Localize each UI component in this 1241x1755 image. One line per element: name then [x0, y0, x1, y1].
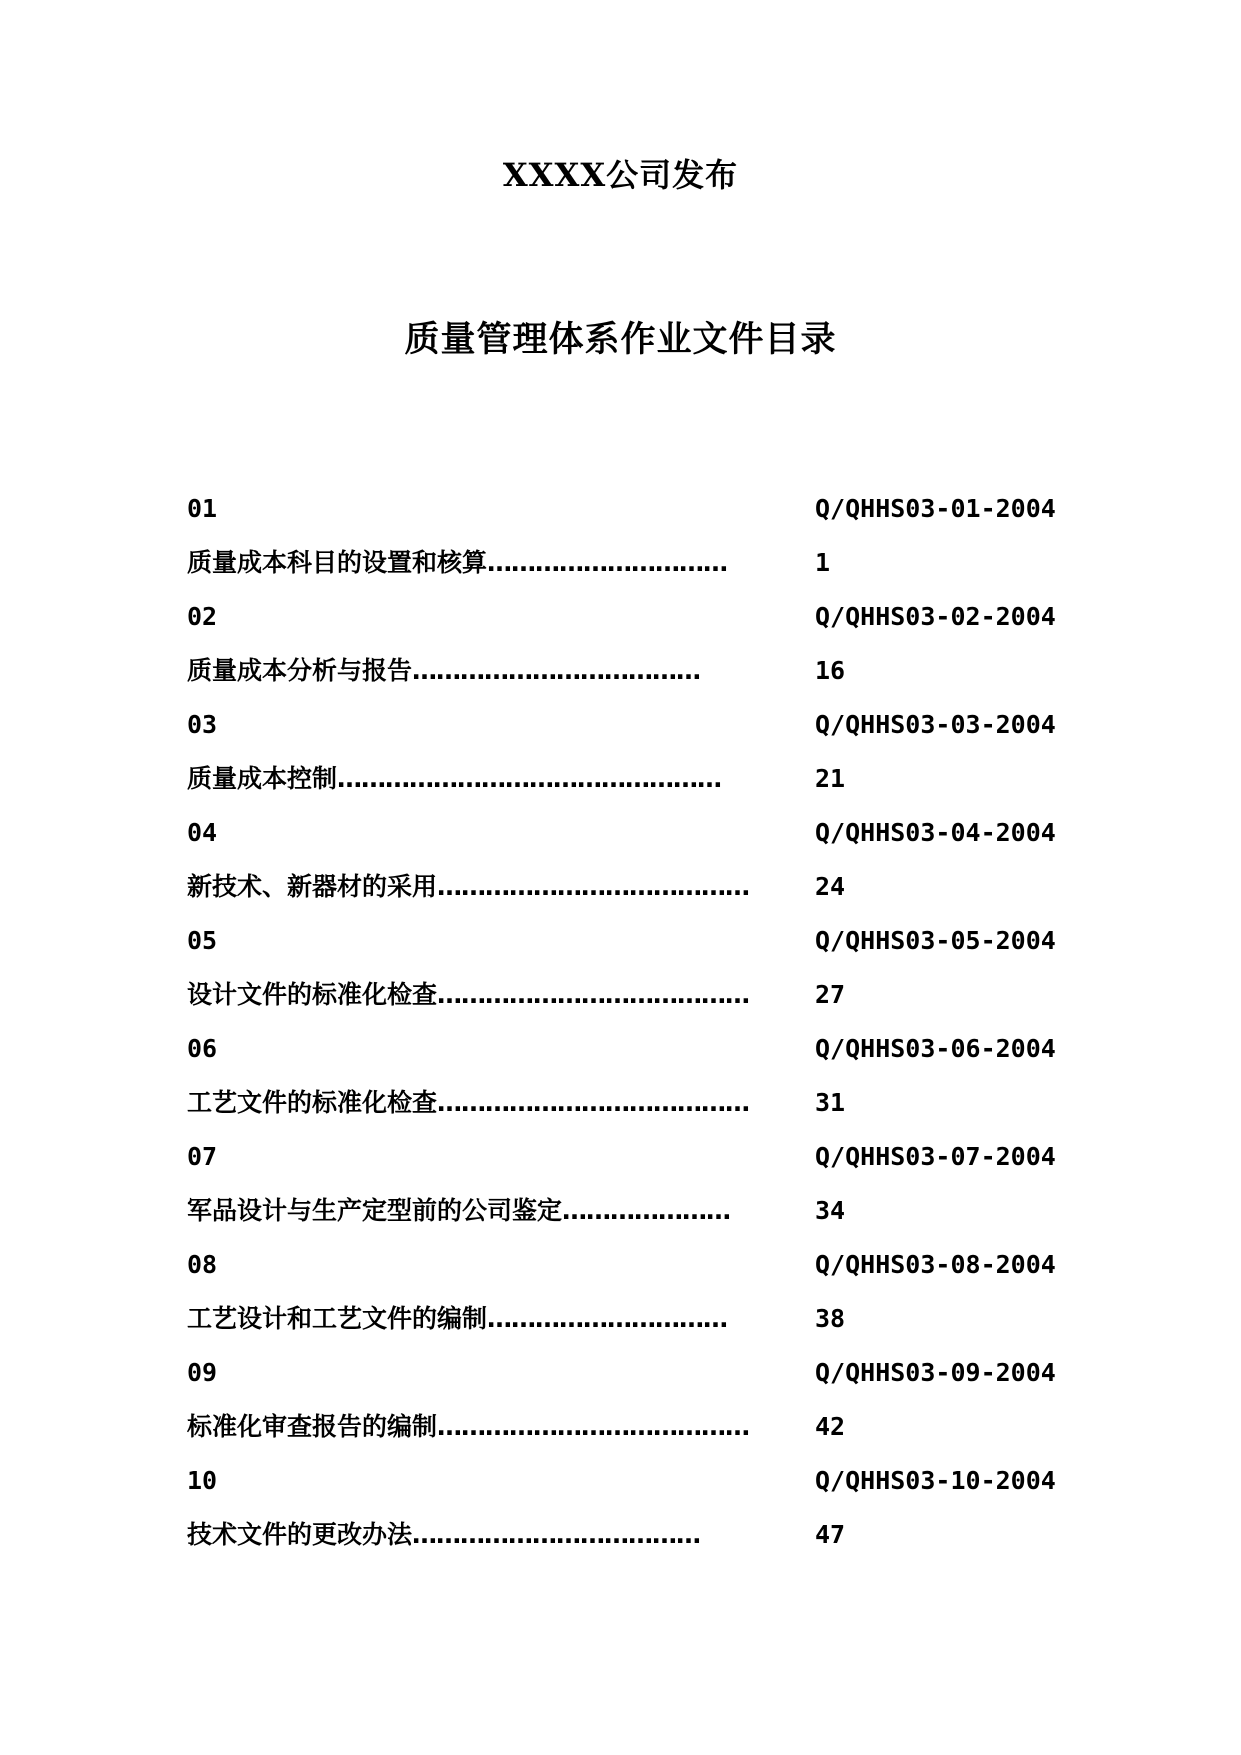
toc-code: Q/QHHS03-09-2004 — [815, 1358, 1056, 1387]
toc-page-number: 38 — [815, 1304, 846, 1333]
toc-page-number: 1 — [815, 548, 831, 577]
toc-code-row-03 — [187, 698, 1057, 752]
toc-code: Q/QHHS03-08-2004 — [815, 1250, 1056, 1279]
toc-title — [187, 536, 727, 590]
toc-leader-dots: ………………… — [562, 1196, 731, 1225]
toc-code-row-02 — [187, 590, 1057, 644]
toc-page-number: 21 — [815, 764, 846, 793]
toc-title-row-01 — [187, 536, 1057, 590]
publisher-line: XXXX公司发布 — [502, 156, 739, 194]
toc-number: 10 — [187, 1466, 218, 1495]
toc-number: 08 — [187, 1250, 218, 1279]
toc-code-row-04 — [187, 806, 1057, 860]
toc-code: Q/QHHS03-10-2004 — [815, 1466, 1056, 1495]
toc-title-row-02 — [187, 644, 1057, 698]
toc-leader-dots: ………………………………… — [437, 1412, 750, 1441]
toc-title-text: 工艺设计和工艺文件的编制 — [187, 1304, 488, 1333]
toc-title-text: 质量成本控制 — [187, 764, 338, 793]
toc-number: 01 — [187, 494, 218, 523]
toc-title — [187, 752, 721, 806]
toc-title — [187, 1076, 749, 1130]
toc-code-row-01 — [187, 482, 1057, 536]
toc-title-text: 质量成本科目的设置和核算 — [187, 548, 488, 577]
toc-page-number: 31 — [815, 1088, 846, 1117]
toc-code-row-10 — [187, 1454, 1057, 1508]
toc-title-row-04 — [187, 860, 1057, 914]
table-of-contents — [187, 482, 1057, 1562]
toc-title-row-06 — [187, 1076, 1057, 1130]
toc-code-row-06 — [187, 1022, 1057, 1076]
toc-code: Q/QHHS03-04-2004 — [815, 818, 1056, 847]
toc-title-text: 质量成本分析与报告 — [187, 656, 413, 685]
toc-code-row-07 — [187, 1130, 1057, 1184]
toc-page-number: 16 — [815, 656, 846, 685]
toc-leader-dots: ………………………… — [487, 1304, 728, 1333]
toc-code: Q/QHHS03-06-2004 — [815, 1034, 1056, 1063]
toc-leader-dots: ……………………………… — [412, 656, 701, 685]
toc-leader-dots: ………………………………… — [437, 872, 750, 901]
toc-title — [187, 968, 749, 1022]
toc-code-row-05 — [187, 914, 1057, 968]
toc-number: 09 — [187, 1358, 218, 1387]
toc-code: Q/QHHS03-07-2004 — [815, 1142, 1056, 1171]
toc-title — [187, 1508, 700, 1562]
toc-title-text: 军品设计与生产定型前的公司鉴定 — [187, 1196, 563, 1225]
toc-title-text: 新技术、新器材的采用 — [187, 872, 438, 901]
toc-leader-dots: ………………………………… — [437, 980, 750, 1009]
toc-page-number: 27 — [815, 980, 846, 1009]
toc-title — [187, 644, 700, 698]
toc-number: 06 — [187, 1034, 218, 1063]
toc-page-number: 34 — [815, 1196, 846, 1225]
toc-page-number: 47 — [815, 1520, 846, 1549]
toc-title-row-08 — [187, 1292, 1057, 1346]
toc-number: 07 — [187, 1142, 218, 1171]
toc-leader-dots: ………………………………………… — [337, 764, 722, 793]
toc-code: Q/QHHS03-03-2004 — [815, 710, 1056, 739]
document-title: 质量管理体系作业文件目录 — [404, 320, 837, 360]
toc-leader-dots: ……………………………… — [412, 1520, 701, 1549]
toc-page-number: 24 — [815, 872, 846, 901]
toc-leader-dots: ………………………… — [487, 548, 728, 577]
toc-leader-dots: ………………………………… — [437, 1088, 750, 1117]
toc-code: Q/QHHS03-01-2004 — [815, 494, 1056, 523]
toc-title-row-10 — [187, 1508, 1057, 1562]
toc-number: 02 — [187, 602, 218, 631]
toc-number: 05 — [187, 926, 218, 955]
toc-title-text: 设计文件的标准化检查 — [187, 980, 438, 1009]
toc-code: Q/QHHS03-02-2004 — [815, 602, 1056, 631]
toc-title — [187, 860, 749, 914]
toc-number: 03 — [187, 710, 218, 739]
toc-title-text: 工艺文件的标准化检查 — [187, 1088, 438, 1117]
toc-title-text: 标准化审查报告的编制 — [187, 1412, 438, 1441]
toc-title-row-09 — [187, 1400, 1057, 1454]
toc-title — [187, 1400, 749, 1454]
toc-title-text: 技术文件的更改办法 — [187, 1520, 413, 1549]
toc-number: 04 — [187, 818, 218, 847]
toc-code-row-09 — [187, 1346, 1057, 1400]
toc-code-row-08 — [187, 1238, 1057, 1292]
toc-title-row-05 — [187, 968, 1057, 1022]
toc-title — [187, 1184, 730, 1238]
toc-code: Q/QHHS03-05-2004 — [815, 926, 1056, 955]
toc-title — [187, 1292, 727, 1346]
toc-page-number: 42 — [815, 1412, 846, 1441]
toc-title-row-07 — [187, 1184, 1057, 1238]
toc-title-row-03 — [187, 752, 1057, 806]
